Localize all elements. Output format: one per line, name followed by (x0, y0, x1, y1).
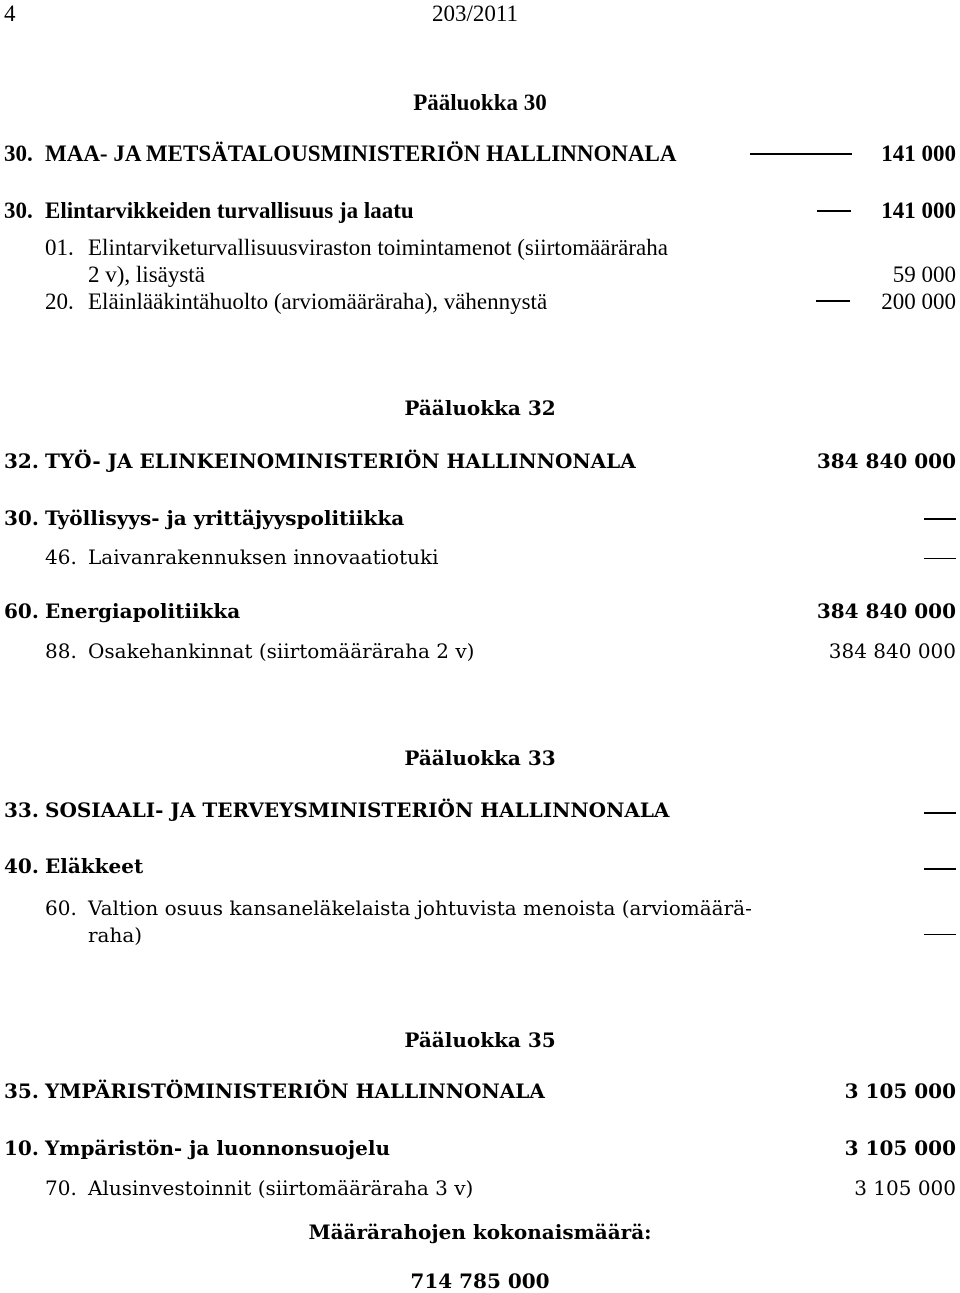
item-number: 70. (45, 1176, 77, 1200)
item-number: 01. (45, 235, 74, 260)
item-amount: 200 000 (881, 289, 956, 314)
empty-amount-dash (924, 812, 956, 814)
chapter-label: Energiapolitiikka (45, 599, 241, 623)
chapter-amount: 141 000 (881, 198, 956, 223)
item-label: Elintarviketurvallisuusviraston toimintamenot (siirtomääräraha (88, 235, 668, 260)
chapter-label: Työllisyys- ja yrittäjyyspolitiikka (45, 506, 405, 530)
page-number: 4 (4, 1, 16, 26)
empty-amount-dash (924, 518, 956, 520)
chapter-label: Elintarvikkeiden turvallisuus ja laatu (45, 198, 414, 223)
chapter-number: 30. (4, 506, 39, 530)
item-label: Osakehankinnat (siirtomääräraha 2 v) (88, 639, 475, 663)
section-title: Pääluokka 30 (413, 90, 547, 115)
main-class-amount: 3 105 000 (844, 1079, 956, 1103)
minus-sign (750, 153, 852, 155)
chapter-number: 30. (4, 198, 33, 223)
item-label: Alusinvestoinnit (siirtomääräraha 3 v) (88, 1176, 474, 1200)
chapter-number: 60. (4, 599, 39, 623)
empty-amount-dash (924, 558, 956, 559)
main-class-label: YMPÄRISTÖMINISTERIÖN HALLINNONALA (45, 1079, 545, 1103)
minus-sign (816, 300, 850, 302)
chapter-amount: 384 840 000 (816, 599, 956, 623)
document-id: 203/2011 (432, 1, 519, 26)
item-label: Valtion osuus kansaneläkelaista johtuvista menoista (arviomäärä- (88, 896, 752, 920)
item-number: 60. (45, 896, 77, 920)
main-class-number: 35. (4, 1079, 39, 1103)
chapter-label: Ympäristön- ja luonnonsuojelu (45, 1136, 390, 1160)
chapter-number: 40. (4, 854, 39, 878)
item-label: Eläinlääkintähuolto (arviomääräraha), vähennystä (88, 289, 548, 314)
section-title: Pääluokka 35 (404, 1028, 556, 1052)
total-amount: 714 785 000 (410, 1269, 550, 1293)
item-amount: 3 105 000 (854, 1176, 956, 1200)
main-class-label: SOSIAALI- JA TERVEYSMINISTERIÖN HALLINNONALA (45, 798, 670, 822)
main-class-number: 32. (4, 449, 39, 473)
main-class-amount: 384 840 000 (816, 449, 956, 473)
main-class-number: 33. (4, 798, 39, 822)
empty-amount-dash (924, 934, 956, 935)
item-label-continued: raha) (88, 923, 143, 947)
item-number: 20. (45, 289, 74, 314)
main-class-label: TYÖ- JA ELINKEINOMINISTERIÖN HALLINNONALA (45, 449, 636, 473)
total-label: Määrärahojen kokonaismäärä: (308, 1220, 652, 1244)
main-class-label: MAA- JA METSÄTALOUSMINISTERIÖN HALLINNONALA (45, 141, 677, 166)
item-label-continued: 2 v), lisäystä (88, 262, 205, 287)
chapter-label: Eläkkeet (45, 854, 144, 878)
section-title: Pääluokka 33 (404, 746, 556, 770)
item-number: 46. (45, 545, 77, 569)
chapter-amount: 3 105 000 (844, 1136, 956, 1160)
main-class-amount: 141 000 (881, 141, 956, 166)
minus-sign (817, 210, 851, 212)
empty-amount-dash (924, 868, 956, 870)
item-amount: 384 840 000 (828, 639, 956, 663)
section-title: Pääluokka 32 (404, 396, 556, 420)
item-number: 88. (45, 639, 77, 663)
chapter-number: 10. (4, 1136, 39, 1160)
item-amount: 59 000 (892, 262, 956, 287)
main-class-number: 30. (4, 141, 33, 166)
item-label: Laivanrakennuksen innovaatiotuki (88, 545, 439, 569)
